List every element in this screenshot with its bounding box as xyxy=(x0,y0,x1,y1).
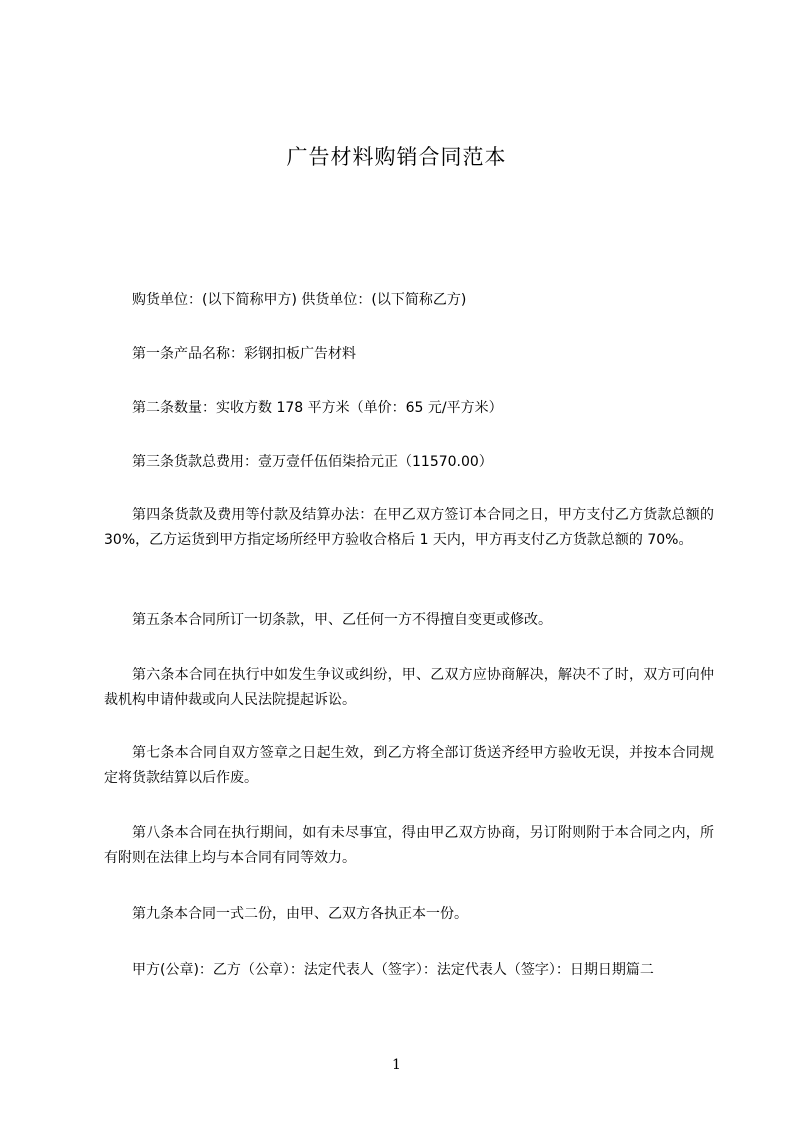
article-5-paragraph: 第五条本合同所订一切条款，甲、乙任何一方不得擅自变更或修改。 xyxy=(132,612,552,628)
document-title: 广告材料购销合同范本 xyxy=(286,145,507,169)
article-2-paragraph: 第二条数量：实收方数 178 平方米（单价：65 元/平方米） xyxy=(132,400,503,416)
article-7-paragraph: 第七条本合同自双方签章之日起生效，到乙方将全部订货送齐经甲方验收无误，并按本合同规定将货款结算以后作废。 xyxy=(104,745,714,786)
parties-paragraph: 购货单位：(以下简称甲方) 供货单位：(以下简称乙方) xyxy=(132,292,467,308)
article-9-paragraph: 第九条本合同一式二份，由甲、乙双方各执正本一份。 xyxy=(132,906,468,922)
signature-paragraph: 甲方(公章)：乙方（公章）：法定代表人（签字）：法定代表人（签字）：日期日期篇二 xyxy=(132,962,654,978)
article-4-paragraph: 第四条货款及费用等付款及结算办法：在甲乙双方签订本合同之日，甲方支付乙方货款总额的 30%，乙方运货到甲方指定场所经甲方验收合格后 1 天内，甲方再支付乙方货款总额的 70%。 xyxy=(104,507,714,548)
article-1-paragraph: 第一条产品名称：彩钢扣板广告材料 xyxy=(132,346,356,362)
article-3-paragraph: 第三条货款总费用：壹万壹仟伍佰柒拾元正（11570.00） xyxy=(132,454,493,470)
article-6-paragraph: 第六条本合同在执行中如发生争议或纠纷，甲、乙双方应协商解决，解决不了时，双方可向仲裁机构申请仲裁或向人民法院提起诉讼。 xyxy=(104,667,714,708)
article-8-paragraph: 第八条本合同在执行期间，如有未尽事宜，得由甲乙双方协商，另订附则附于本合同之内，所有附则在法律上均与本合同有同等效力。 xyxy=(104,825,714,866)
page-number: 1 xyxy=(392,1057,401,1073)
